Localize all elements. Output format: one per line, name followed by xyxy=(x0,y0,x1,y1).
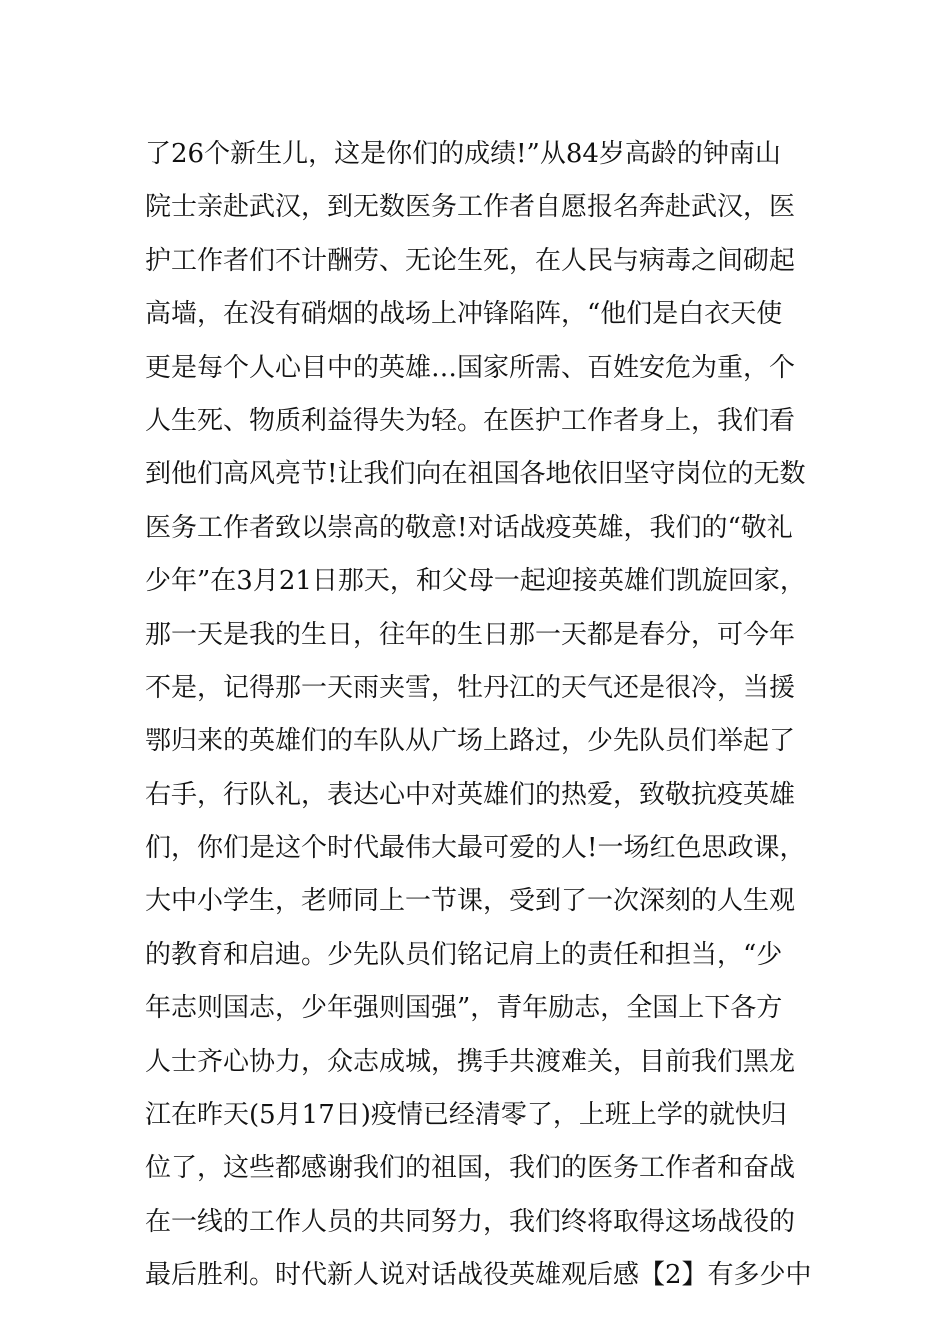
text-line-19: 江在昨天(5月17日)疫情已经清零了，上班上学的就快归 xyxy=(145,1100,787,1131)
text-line-3: 护工作者们不计酬劳、无论生死，在人民与病毒之间砌起 xyxy=(145,245,796,276)
text-line-2: 院士亲赴武汉，到无数医务工作者自愿报名奔赴武汉，医 xyxy=(145,192,796,223)
text-line-11: 不是，记得那一天雨夹雪，牡丹江的天气还是很冷，当援 xyxy=(145,672,796,703)
text-line-17: 年志则国志，少年强则国强”，青年励志，全国上下各方 xyxy=(145,993,783,1024)
text-line-21: 在一线的工作人员的共同努力，我们终将取得这场战役的 xyxy=(145,1206,796,1237)
text-line-16: 的教育和启迪。少先队员们铭记肩上的责任和担当，“少 xyxy=(145,939,783,970)
text-line-20: 位了，这些都感谢我们的祖国，我们的医务工作者和奋战 xyxy=(145,1153,796,1184)
text-line-4: 高墙，在没有硝烟的战场上冲锋陷阵，“他们是白衣天使 xyxy=(145,299,783,330)
text-line-9: 少年”在3月21日那天，和父母一起迎接英雄们凯旋回家， xyxy=(145,566,806,597)
text-line-7: 到他们高风亮节!让我们向在祖国各地依旧坚守岗位的无数 xyxy=(145,459,806,490)
text-line-8: 医务工作者致以崇高的敬意!对话战疫英雄，我们的“敬礼 xyxy=(145,512,793,543)
text-line-1: 了26个新生儿，这是你们的成绩!”从84岁高龄的钟南山 xyxy=(145,139,781,169)
text-line-22: 最后胜利。时代新人说对话战役英雄观后感【2】有多少中 xyxy=(145,1260,812,1291)
text-line-15: 大中小学生，老师同上一节课，受到了一次深刻的人生观 xyxy=(145,886,796,917)
text-line-5: 更是每个人心目中的英雄…国家所需、百姓安危为重，个 xyxy=(145,352,796,383)
text-line-12: 鄂归来的英雄们的车队从广场上路过，少先队员们举起了 xyxy=(145,726,796,757)
text-line-14: 们，你们是这个时代最伟大最可爱的人!一场红色思政课， xyxy=(145,833,806,864)
text-line-10: 那一天是我的生日，往年的生日那一天都是春分，可今年 xyxy=(145,619,796,650)
body-text xyxy=(145,128,825,1303)
text-line-6: 人生死、物质利益得失为轻。在医护工作者身上，我们看 xyxy=(145,405,796,436)
text-line-13: 右手，行队礼，表达心中对英雄们的热爱，致敬抗疫英雄 xyxy=(145,779,796,810)
text-line-18: 人士齐心协力，众志成城，携手共渡难关，目前我们黑龙 xyxy=(145,1046,796,1077)
